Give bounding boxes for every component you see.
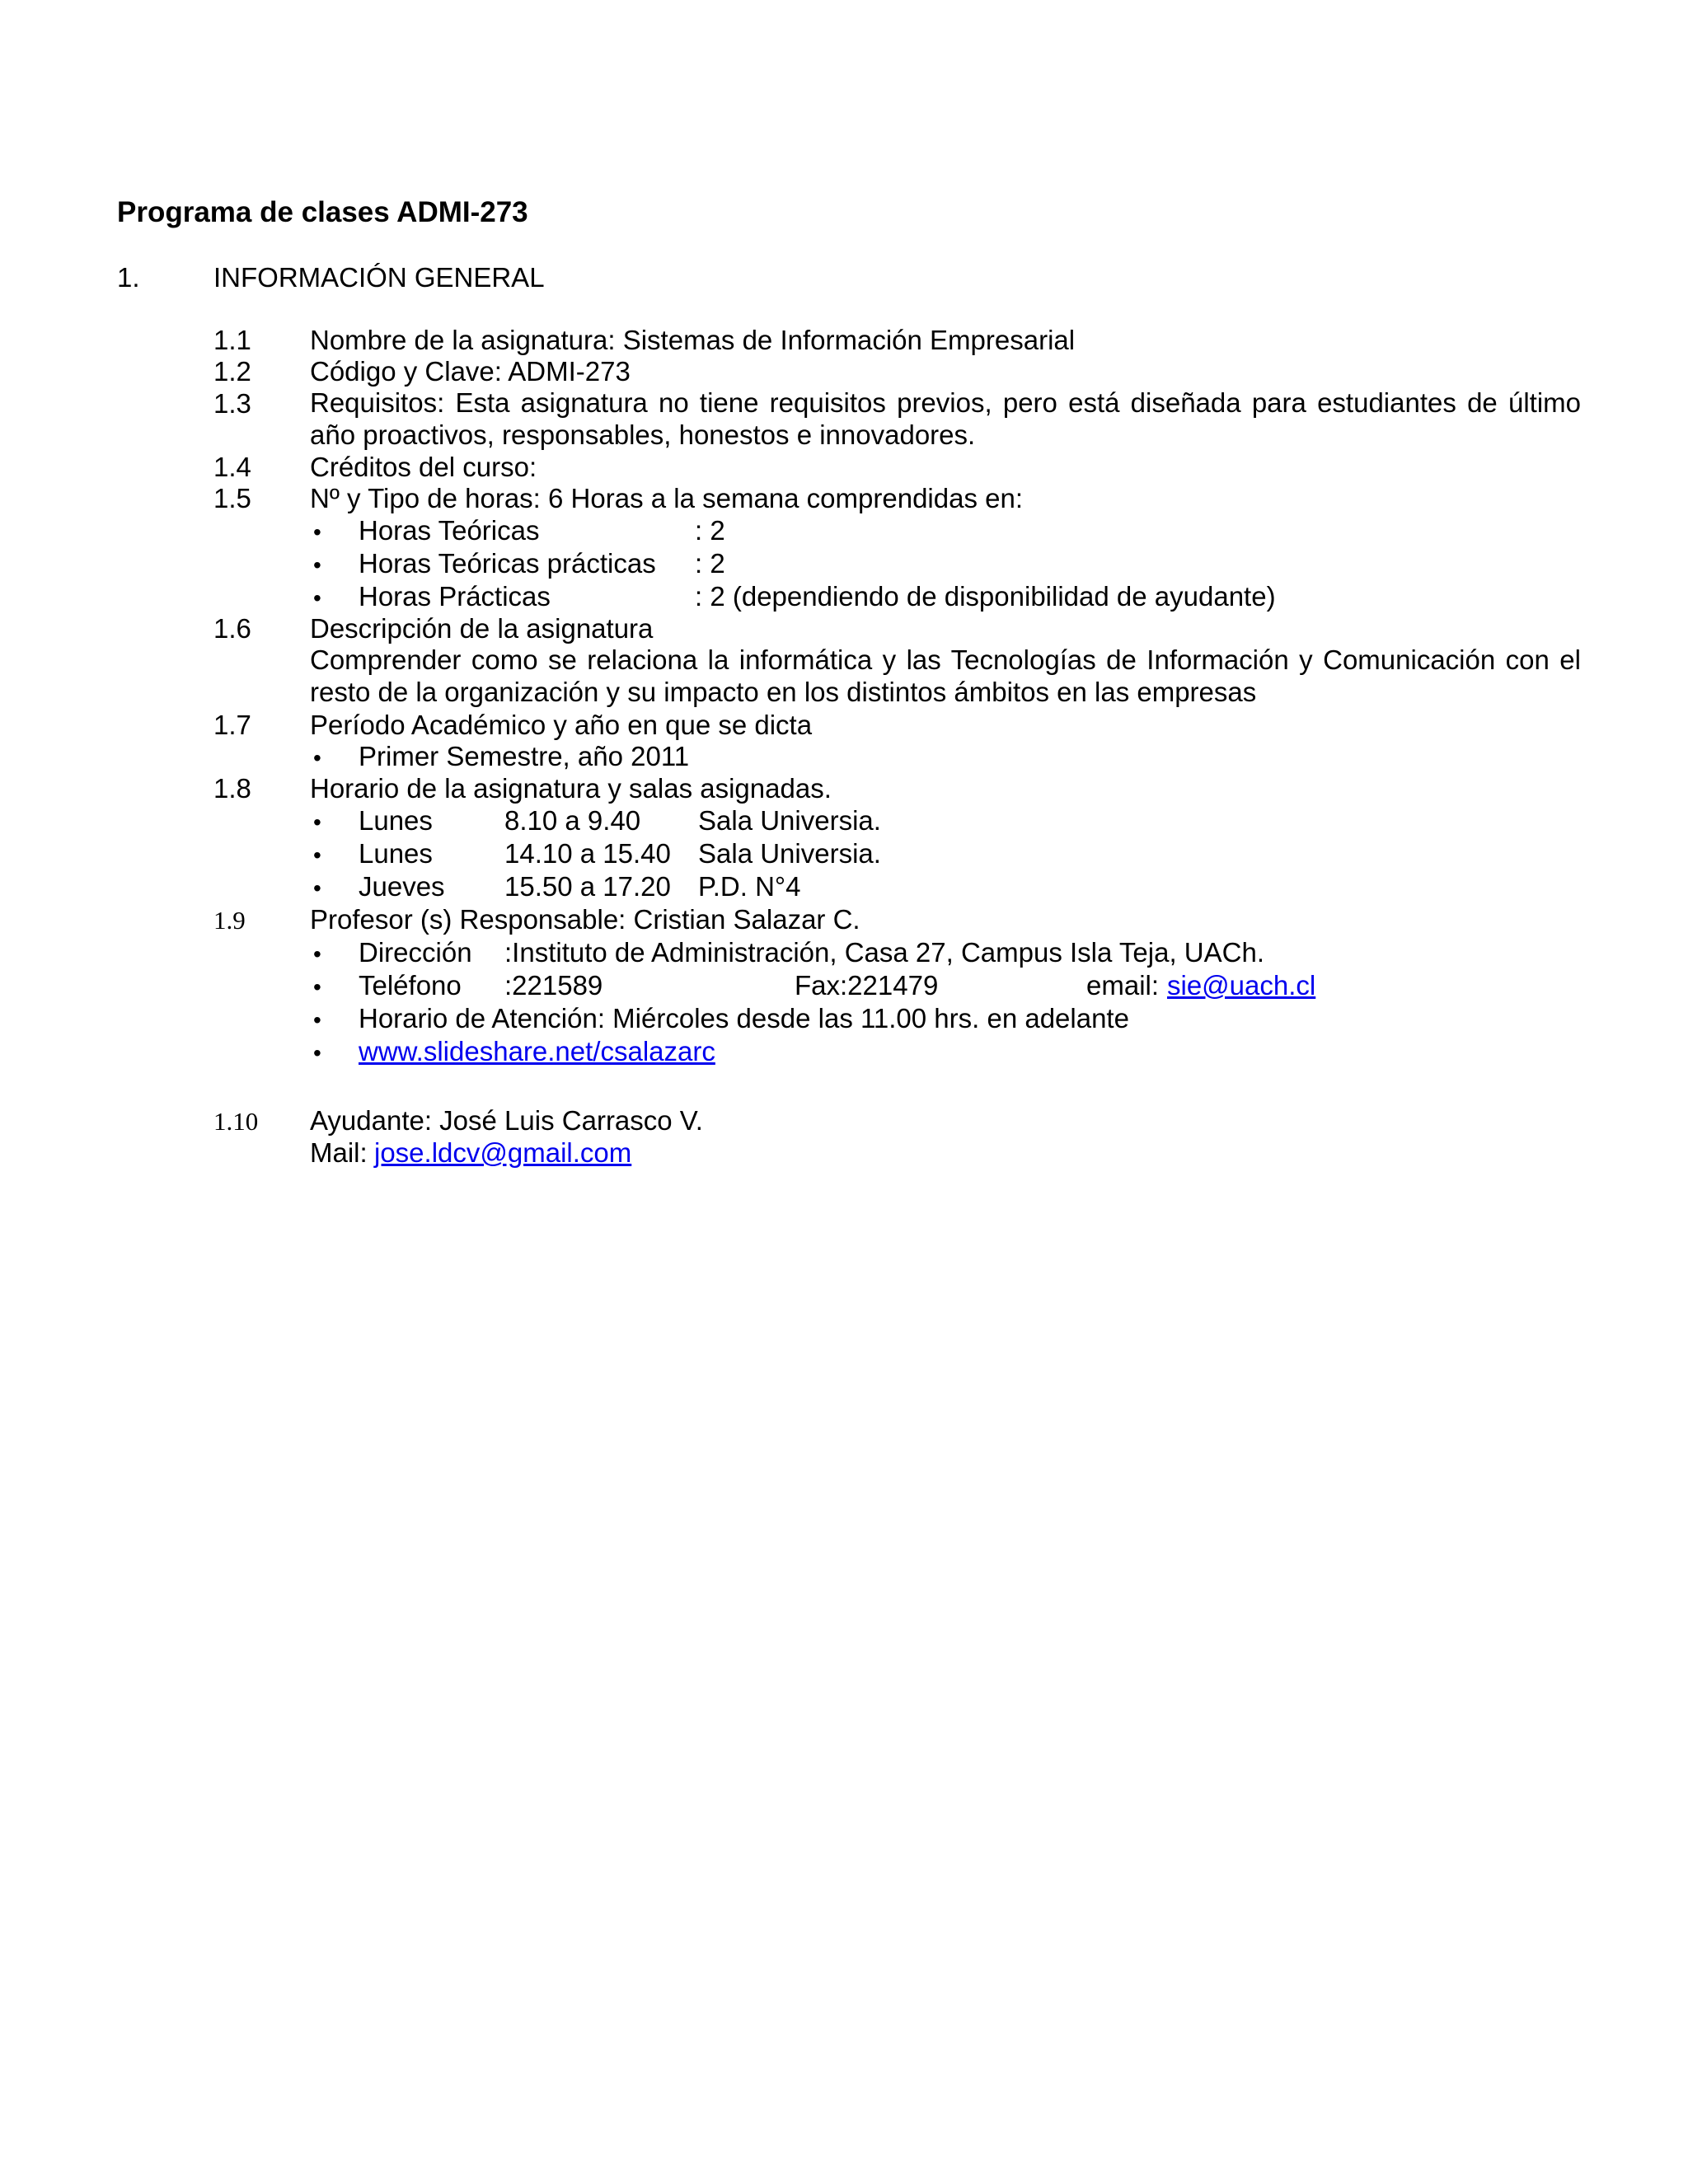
item-number-1-4: 1.4 xyxy=(213,452,251,482)
item-number-1-3: 1.3 xyxy=(213,388,251,419)
bullet-icon: • xyxy=(313,519,321,545)
email-link[interactable]: sie@uach.cl xyxy=(1167,970,1316,1001)
schedule-day: Lunes xyxy=(359,838,433,869)
schedule-day: Lunes xyxy=(359,805,433,836)
phone-label: Teléfono xyxy=(359,970,462,1001)
item-number-1-10: 1.10 xyxy=(213,1107,259,1136)
item-text-1-8: Horario de la asignatura y salas asignadas. xyxy=(310,773,832,804)
item-number-1-8: 1.8 xyxy=(213,773,251,804)
bullet-icon: • xyxy=(313,552,321,578)
schedule-room: Sala Universia. xyxy=(698,805,881,836)
bullet-icon: • xyxy=(313,809,321,835)
bullet-icon: • xyxy=(313,585,321,611)
section-number: 1. xyxy=(117,262,140,293)
item-text-1-10: Ayudante: José Luis Carrasco V. xyxy=(310,1105,703,1136)
mail-link[interactable]: jose.ldcv@gmail.com xyxy=(374,1137,632,1168)
item-text-1-1: Nombre de la asignatura: Sistemas de Información Empresarial xyxy=(310,325,1076,355)
item-number-1-9: 1.9 xyxy=(213,906,246,935)
hours-value: : 2 xyxy=(695,515,725,546)
item-number-1-2: 1.2 xyxy=(213,356,251,387)
academic-period: Primer Semestre, año 2011 xyxy=(359,741,690,771)
bullet-icon: • xyxy=(313,974,321,1000)
email-label: email: xyxy=(1086,970,1160,1001)
hours-label: Horas Teóricas prácticas xyxy=(359,548,656,579)
bullet-icon: • xyxy=(313,875,321,901)
item-number-1-7: 1.7 xyxy=(213,710,251,740)
hours-value: : 2 xyxy=(695,548,725,579)
bullet-icon: • xyxy=(313,745,321,771)
fax-value: Fax:221479 xyxy=(795,970,939,1001)
address-label: Dirección xyxy=(359,937,472,968)
bullet-icon: • xyxy=(313,1007,321,1033)
schedule-day: Jueves xyxy=(359,871,445,902)
item-text-1-2: Código y Clave: ADMI-273 xyxy=(310,356,631,387)
hours-value: : 2 (dependiendo de disponibilidad de ayudante) xyxy=(695,581,1276,612)
office-hours: Horario de Atención: Miércoles desde las 11.00 hrs. en adelante xyxy=(359,1003,1129,1033)
item-text-1-7: Período Académico y año en que se dicta xyxy=(310,710,813,740)
bullet-icon: • xyxy=(313,842,321,868)
schedule-room: P.D. N°4 xyxy=(698,871,801,902)
section-title: INFORMACIÓN GENERAL xyxy=(213,262,545,293)
page-title: Programa de clases ADMI-273 xyxy=(117,196,528,228)
phone-value: :221589 xyxy=(504,970,603,1001)
item-text-1-5: Nº y Tipo de horas: 6 Horas a la semana comprendidas en: xyxy=(310,483,1024,513)
item-text-1-9: Profesor (s) Responsable: Cristian Salazar C. xyxy=(310,904,860,935)
bullet-icon: • xyxy=(313,941,321,967)
address-value: :Instituto de Administración, Casa 27, Campus Isla Teja, UACh. xyxy=(504,937,1265,968)
item-text-1-4: Créditos del curso: xyxy=(310,452,537,482)
schedule-time: 15.50 a 17.20 xyxy=(504,871,671,902)
bullet-icon: • xyxy=(313,1040,321,1066)
schedule-time: 14.10 a 15.40 xyxy=(504,838,671,869)
item-number-1-5: 1.5 xyxy=(213,483,251,513)
hours-label: Horas Prácticas xyxy=(359,581,551,612)
hours-label: Horas Teóricas xyxy=(359,515,540,546)
schedule-time: 8.10 a 9.40 xyxy=(504,805,641,836)
item-text-1-3: Requisitos: Esta asignatura no tiene requisitos previos, pero está diseñada para estudiantes de último año proactivos, responsables, honestos e innovadores. xyxy=(310,387,1581,450)
item-number-1-1: 1.1 xyxy=(213,325,251,355)
item-text-1-6: Descripción de la asignatura xyxy=(310,613,654,644)
website-link[interactable]: www.slideshare.net/csalazarc xyxy=(359,1036,715,1066)
course-description: Comprender como se relaciona la informática y las Tecnologías de Información y Comunicación con el resto de la organización y su impacto en los distintos ámbitos en las empresas xyxy=(310,644,1581,707)
item-number-1-6: 1.6 xyxy=(213,613,251,644)
mail-label: Mail: xyxy=(310,1137,368,1168)
schedule-room: Sala Universia. xyxy=(698,838,881,869)
